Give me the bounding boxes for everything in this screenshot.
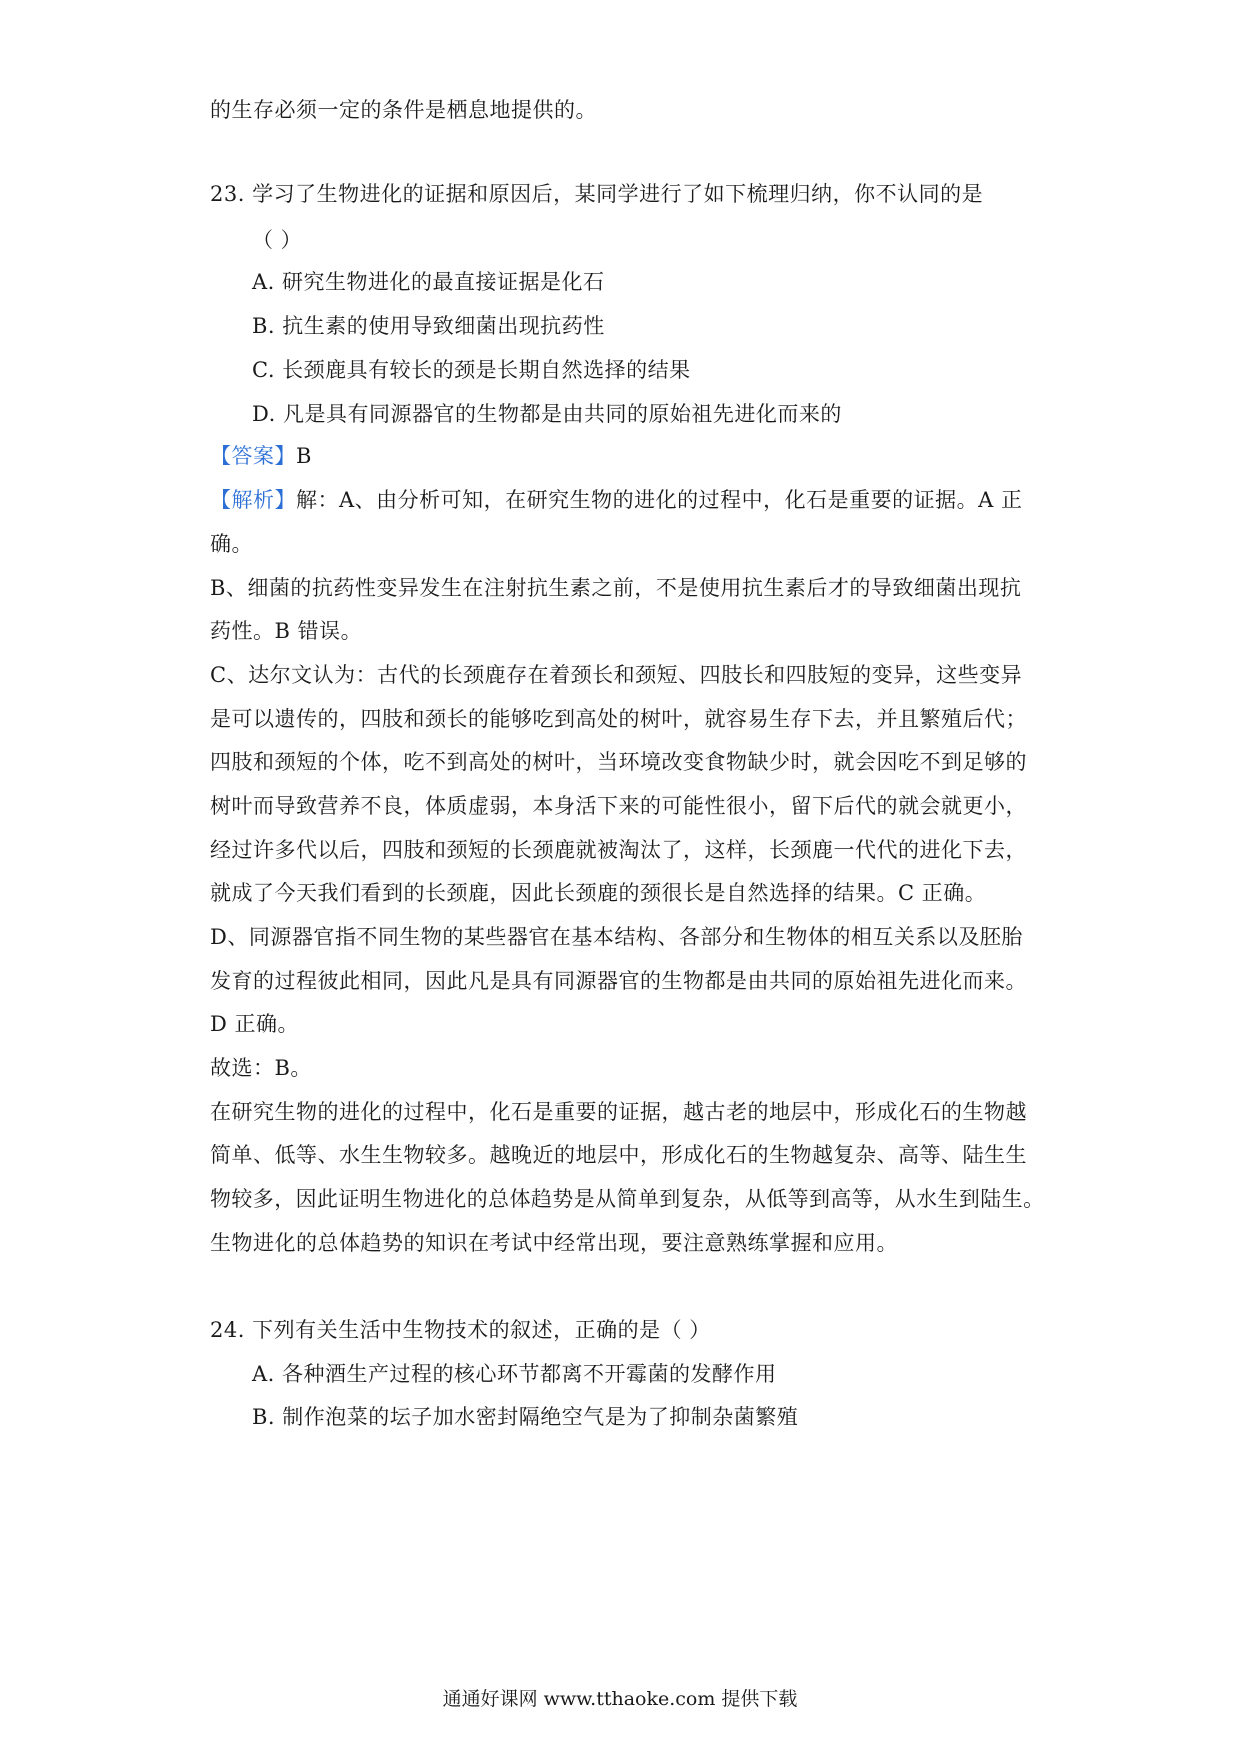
- page-footer: 通通好课网 www.tthaoke.com 提供下载: [442, 1688, 798, 1710]
- analysis-line-2: 确。: [210, 532, 253, 556]
- analysis-line-1: [210, 486, 1023, 514]
- analysis-line-5: C、达尔文认为：古代的长颈鹿存在着颈长和颈短、四肢长和四肢短的变异，这些变异: [210, 663, 1023, 687]
- analysis-line-13: D 正确。: [210, 1012, 300, 1036]
- analysis-line-3: B、细菌的抗药性变异发生在注射抗生素之前，不是使用抗生素后才的导致细菌出现抗: [210, 576, 1022, 600]
- analysis-line-18: 生物进化的总体趋势的知识在考试中经常出现，要注意熟练掌握和应用。: [210, 1231, 898, 1255]
- analysis-line-4: 药性。B 错误。: [210, 619, 363, 643]
- analysis-line-17: 物较多，因此证明生物进化的总体趋势是从简单到复杂，从低等到高等，从水生到陆生。: [210, 1187, 1045, 1211]
- question-23-option-a: A. 研究生物进化的最直接证据是化石: [252, 270, 605, 294]
- question-24-option-a: A. 各种酒生产过程的核心环节都离不开霉菌的发酵作用: [252, 1362, 777, 1386]
- analysis-line-11: D、同源器官指不同生物的某些器官在基本结构、各部分和生物体的相互关系以及胚胎: [210, 925, 1023, 949]
- question-23-stem: 23. 学习了生物进化的证据和原因后，某同学进行了如下梳理归纳，你不认同的是: [210, 182, 984, 206]
- analysis-line-9: 经过许多代以后，四肢和颈短的长颈鹿就被淘汰了，这样，长颈鹿一代代的进化下去，: [210, 838, 1027, 862]
- analysis-text-1: 解：A、由分析可知，在研究生物的进化的过程中，化石是重要的证据。A 正: [296, 488, 1023, 512]
- question-23-option-b: B. 抗生素的使用导致细菌出现抗药性: [252, 314, 605, 338]
- analysis-line-12: 发育的过程彼此相同，因此凡是具有同源器官的生物都是由共同的原始祖先进化而来。: [210, 969, 1027, 993]
- answer-line: [210, 442, 312, 470]
- analysis-line-8: 树叶而导致营养不良，体质虚弱，本身活下来的可能性很小，留下后代的就会就更小，: [210, 794, 1027, 818]
- analysis-line-6: 是可以遗传的，四肢和颈长的能够吃到高处的树叶，就容易生存下去，并且繁殖后代；: [210, 707, 1027, 731]
- question-23-option-c: C. 长颈鹿具有较长的颈是长期自然选择的结果: [252, 358, 691, 382]
- question-24-stem: 24. 下列有关生活中生物技术的叙述，正确的是（ ）: [210, 1318, 711, 1342]
- analysis-line-14: 故选：B。: [210, 1056, 312, 1080]
- analysis-line-10: 就成了今天我们看到的长颈鹿，因此长颈鹿的颈很长是自然选择的结果。C 正确。: [210, 881, 987, 905]
- question-23-answer-blank: （ ）: [252, 228, 303, 252]
- analysis-line-16: 简单、低等、水生生物较多。越晚近的地层中，形成化石的生物越复杂、高等、陆生生: [210, 1143, 1027, 1167]
- question-23-option-d: D. 凡是具有同源器官的生物都是由共同的原始祖先进化而来的: [252, 402, 842, 426]
- analysis-line-15: 在研究生物的进化的过程中，化石是重要的证据，越古老的地层中，形成化石的生物越: [210, 1100, 1027, 1124]
- question-24-option-b: B. 制作泡菜的坛子加水密封隔绝空气是为了抑制杂菌繁殖: [252, 1405, 799, 1429]
- analysis-tag: 【解析】: [210, 488, 296, 512]
- answer-value: B: [296, 444, 312, 468]
- analysis-line-7: 四肢和颈短的个体，吃不到高处的树叶，当环境改变食物缺少时，就会因吃不到足够的: [210, 750, 1027, 774]
- intro-tail-line: 的生存必须一定的条件是栖息地提供的。: [210, 98, 597, 122]
- answer-tag: 【答案】: [210, 444, 296, 468]
